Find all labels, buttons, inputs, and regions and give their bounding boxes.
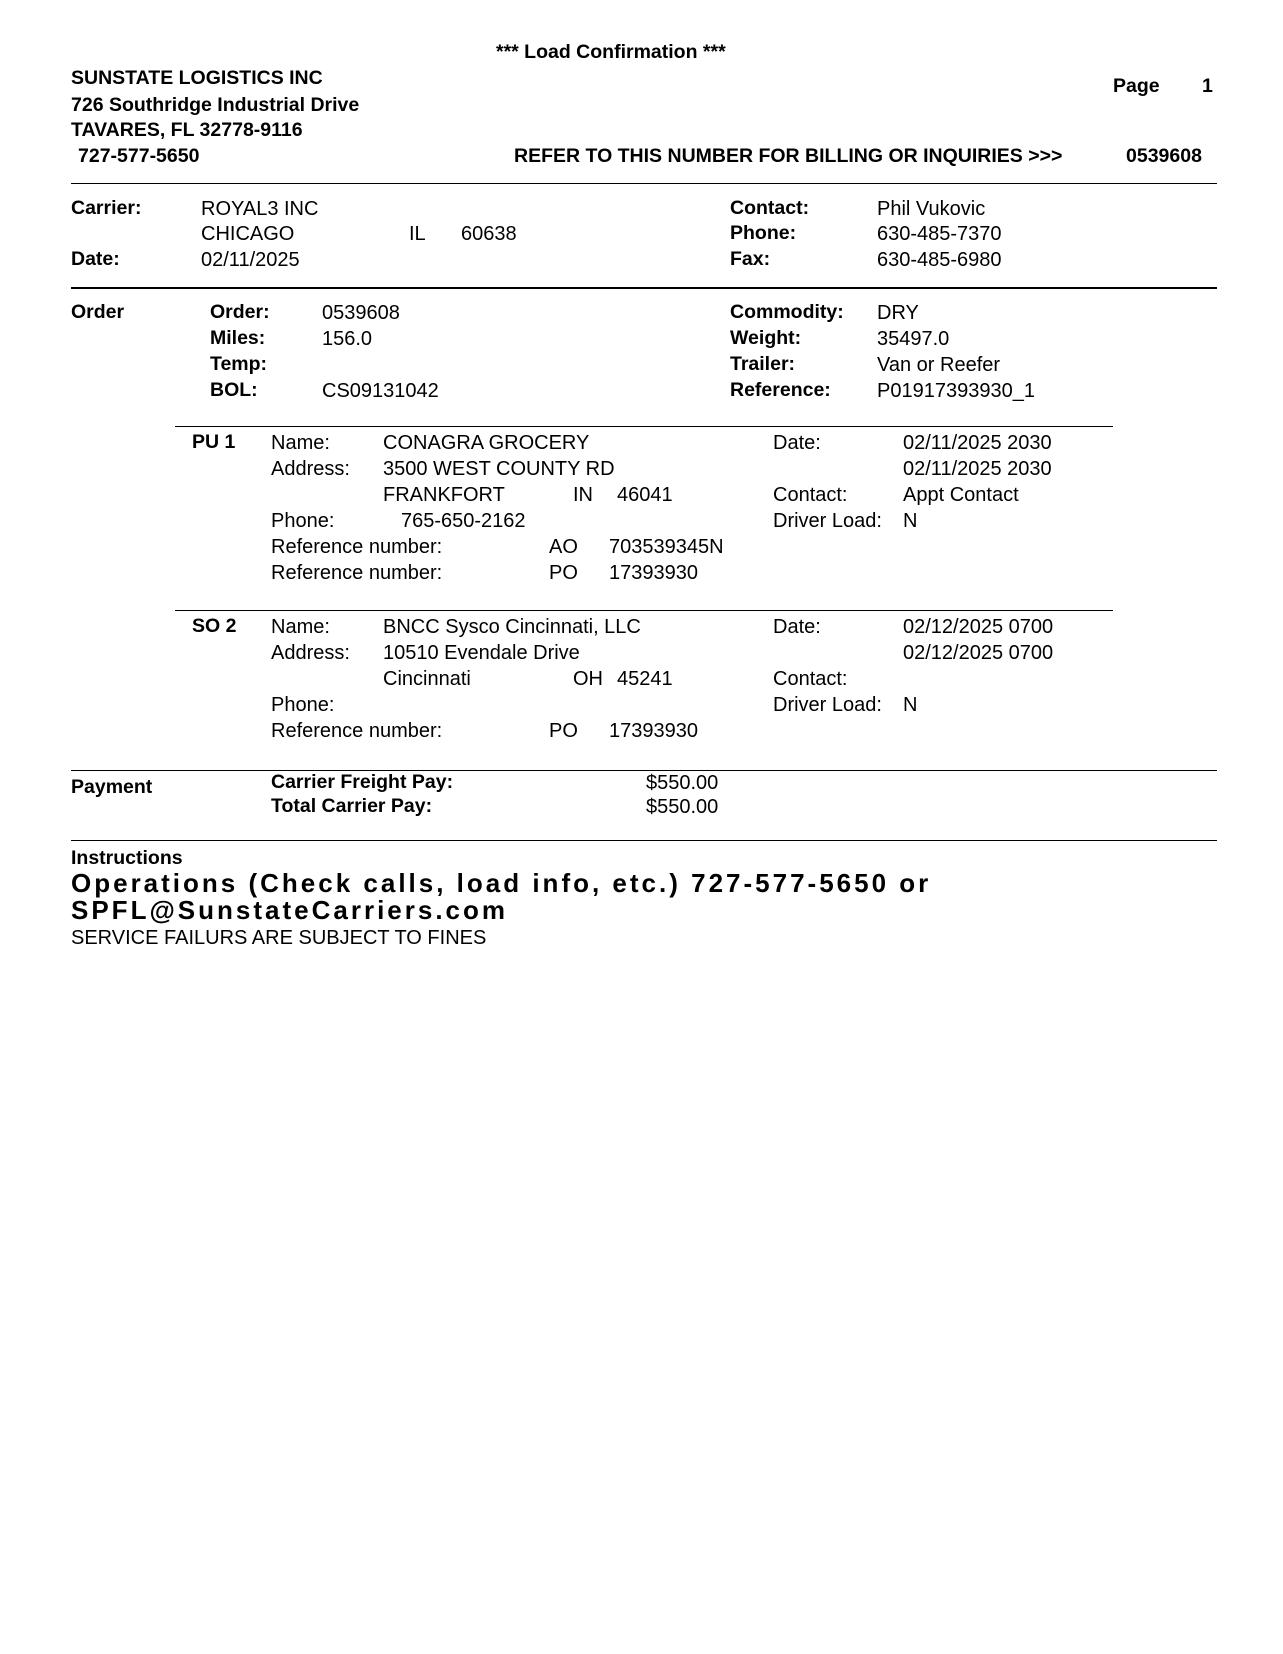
stop-phone-label: Phone: <box>271 694 335 716</box>
reference-type: AO <box>549 536 578 558</box>
stop-phone: 765-650-2162 <box>401 510 526 532</box>
stop-address-label: Address: <box>271 458 350 480</box>
instructions-divider <box>71 840 1217 841</box>
carrier-date: 02/11/2025 <box>201 249 300 271</box>
stop-phone-label: Phone: <box>271 510 335 532</box>
stop-tag: SO 2 <box>192 615 237 637</box>
carrier-name: ROYAL3 INC <box>201 198 319 220</box>
carrier-contact: Phil Vukovic <box>877 198 986 220</box>
stop-state: OH <box>573 668 603 690</box>
stop-address: 10510 Evendale Drive <box>383 642 580 664</box>
payment-section-label: Payment <box>71 776 153 798</box>
driver-load: N <box>903 510 918 532</box>
reference-value: 17393930 <box>609 720 698 742</box>
refer-text: REFER TO THIS NUMBER FOR BILLING OR INQUIRIES >>> <box>514 145 1063 167</box>
stop-contact: Appt Contact <box>903 484 1019 506</box>
weight-label: Weight: <box>730 327 802 349</box>
fax-label: Fax: <box>730 248 771 270</box>
order-section-label: Order <box>71 301 125 323</box>
instructions-email: SPFL@SunstateCarriers.com <box>71 895 509 925</box>
carrier-freight-pay: $550.00 <box>646 772 719 794</box>
reference-number-label: Reference number: <box>271 536 443 558</box>
total-carrier-pay-label: Total Carrier Pay: <box>271 795 433 817</box>
stop-city: FRANKFORT <box>383 484 505 506</box>
date-label: Date: <box>71 248 120 270</box>
stop-date-end: 02/11/2025 2030 <box>903 458 1052 480</box>
carrier-fax: 630-485-6980 <box>877 249 1002 271</box>
page-number: 1 <box>1202 75 1213 97</box>
total-carrier-pay: $550.00 <box>646 796 719 818</box>
company-address-line2: TAVARES, FL 32778-9116 <box>71 119 303 141</box>
carrier-divider <box>71 287 1217 289</box>
document-title: *** Load Confirmation *** <box>496 41 726 63</box>
payment-divider <box>71 770 1217 771</box>
order-commodity: DRY <box>877 302 919 324</box>
temp-label: Temp: <box>210 353 268 375</box>
instructions-operations: Operations (Check calls, load info, etc.) 727-577-5650 or <box>71 868 932 898</box>
carrier-freight-pay-label: Carrier Freight Pay: <box>271 771 454 793</box>
stop-city: Cincinnati <box>383 668 471 690</box>
stop-contact-label: Contact: <box>773 668 848 690</box>
stop-tag: PU 1 <box>192 431 236 453</box>
company-address-line1: 726 Southridge Industrial Drive <box>71 94 360 116</box>
reference-number-label: Reference number: <box>271 562 443 584</box>
stop-date-label: Date: <box>773 616 821 638</box>
carrier-label: Carrier: <box>71 197 142 219</box>
stop-divider <box>175 610 1113 611</box>
order-number: 0539608 <box>322 302 400 324</box>
order-weight: 35497.0 <box>877 328 950 350</box>
order-reference: P01917393930_1 <box>877 380 1035 402</box>
header-divider <box>71 183 1217 184</box>
stop-date-start: 02/12/2025 0700 <box>903 616 1054 638</box>
carrier-zip: 60638 <box>461 223 517 245</box>
carrier-city: CHICAGO <box>201 223 295 245</box>
contact-label: Contact: <box>730 197 810 219</box>
instructions-notice: SERVICE FAILURS ARE SUBJECT TO FINES <box>71 927 487 949</box>
reference-type: PO <box>549 562 578 584</box>
carrier-phone: 630-485-7370 <box>877 223 1002 245</box>
trailer-label: Trailer: <box>730 353 796 375</box>
stop-name-label: Name: <box>271 616 330 638</box>
driver-load: N <box>903 694 918 716</box>
stop-address-label: Address: <box>271 642 350 664</box>
stop-zip: 45241 <box>617 668 673 690</box>
stop-date-end: 02/12/2025 0700 <box>903 642 1054 664</box>
stop-zip: 46041 <box>617 484 673 506</box>
reference-type: PO <box>549 720 578 742</box>
stop-address: 3500 WEST COUNTY RD <box>383 458 615 480</box>
stop-state: IN <box>573 484 593 506</box>
order-miles: 156.0 <box>322 328 373 350</box>
stop-date-start: 02/11/2025 2030 <box>903 432 1052 454</box>
carrier-state: IL <box>409 223 426 245</box>
reference-label: Reference: <box>730 379 831 401</box>
instructions-label: Instructions <box>71 847 183 869</box>
order-label: Order: <box>210 301 270 323</box>
commodity-label: Commodity: <box>730 301 844 323</box>
order-bol: CS09131042 <box>322 380 439 402</box>
stop-name: BNCC Sysco Cincinnati, LLC <box>383 616 641 638</box>
stop-divider <box>175 426 1113 427</box>
company-phone: 727-577-5650 <box>78 145 200 167</box>
phone-label: Phone: <box>730 222 797 244</box>
stop-date-label: Date: <box>773 432 821 454</box>
stop-contact-label: Contact: <box>773 484 848 506</box>
miles-label: Miles: <box>210 327 266 349</box>
driver-load-label: Driver Load: <box>773 510 882 532</box>
driver-load-label: Driver Load: <box>773 694 882 716</box>
order-trailer: Van or Reefer <box>877 354 1001 376</box>
stop-name-label: Name: <box>271 432 330 454</box>
stop-name: CONAGRA GROCERY <box>383 432 590 454</box>
page-label: Page <box>1113 75 1160 97</box>
refer-number: 0539608 <box>1126 145 1202 167</box>
bol-label: BOL: <box>210 379 258 401</box>
company-name: SUNSTATE LOGISTICS INC <box>71 67 323 89</box>
reference-number-label: Reference number: <box>271 720 443 742</box>
reference-value: 703539345N <box>609 536 724 558</box>
reference-value: 17393930 <box>609 562 698 584</box>
